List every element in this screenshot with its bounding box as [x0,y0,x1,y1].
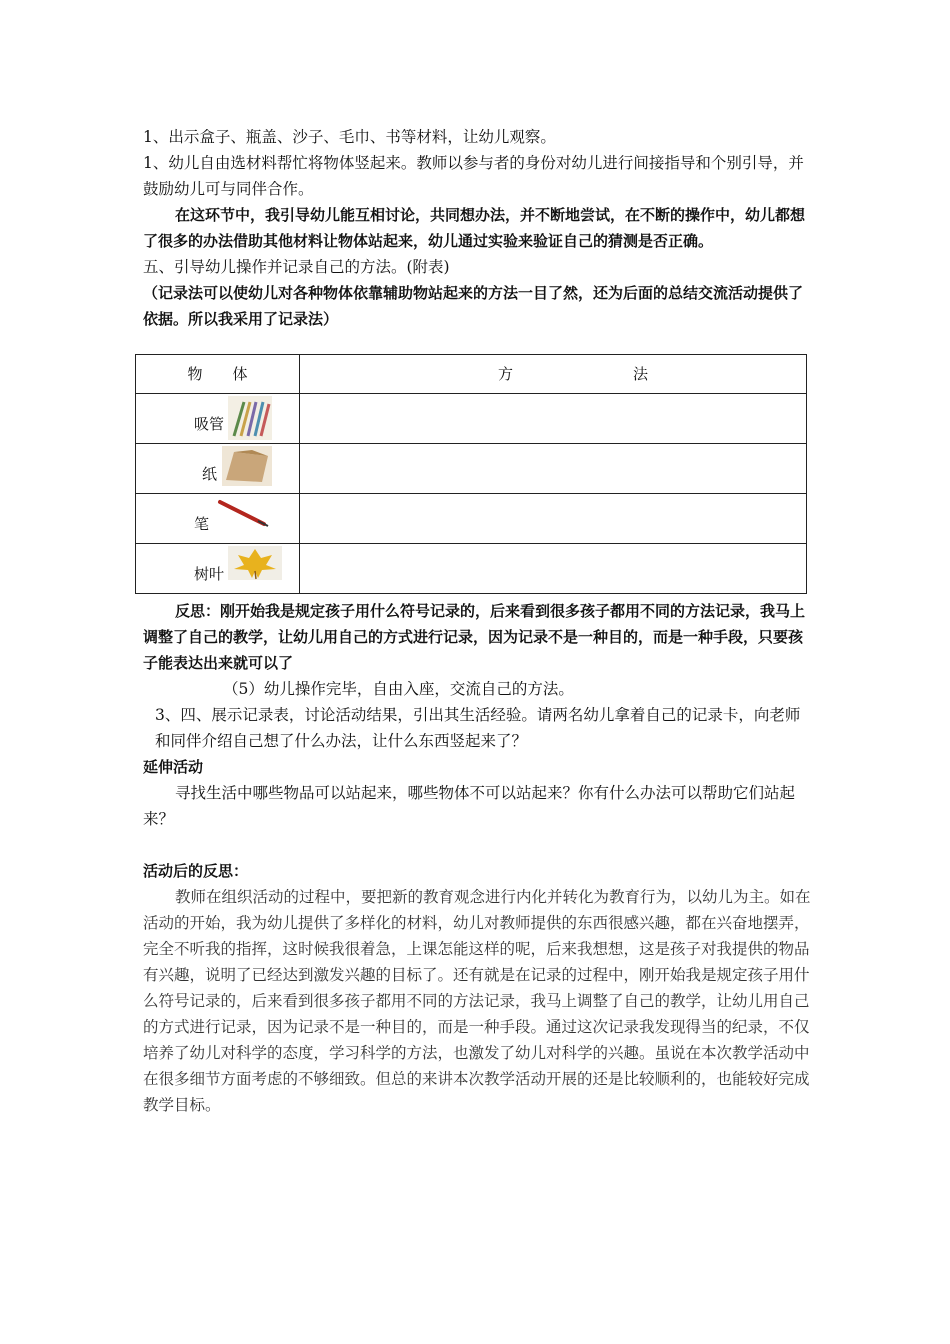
extension-title: 延伸活动 [143,758,204,776]
method-cell[interactable] [300,444,807,494]
step-line-7: 3、四、展示记录表，讨论活动结果，引出其生活经验。请两名幼儿拿着自己的记录卡，向老师和同伴介绍自己想了什么办法，让什么东西竖起来了？ [155,706,801,750]
leaf-icon [228,546,282,580]
header-object: 物 体 [136,355,300,394]
object-cell [136,444,300,494]
object-cell [136,544,300,594]
object-label: 纸 [202,465,218,483]
paper-icon [222,446,272,486]
step-line-5: 五、引导幼儿操作并记录自己的方法。(附表) [143,258,450,276]
reflection-note-2: 反思：刚开始我是规定孩子用什么符号记录的，后来看到很多孩子都用不同的方法记录，我马上调整了自己的教学，让幼儿用自己的方式进行记录，因为记录不是一种目的，而是一种手段，只要孩子能表达出来就可以了 [143,602,806,672]
method-cell[interactable] [300,394,807,444]
table-row [136,544,807,594]
table-header-row [136,355,807,394]
step-line-6: （5）幼儿操作完毕，自由入座，交流自己的方法。 [223,680,574,698]
method-cell[interactable] [300,544,807,594]
object-cell [136,494,300,544]
post-reflection-title: 活动后的反思： [143,862,249,880]
step-line-2: 1、幼儿自由选材料帮忙将物体竖起来。教师以参与者的身份对幼儿进行间接指导和个别引导，并鼓励幼儿可与同伴合作。 [143,154,804,198]
object-label: 笔 [194,515,210,533]
table-row [136,494,807,544]
post-reflection-body: 教师在组织活动的过程中，要把新的教育观念进行内化并转化为教育行为，以幼儿为主。如在活动的开始，我为幼儿提供了多样化的材料，幼儿对教师提供的东西很感兴趣，都在兴奋地摆弄，完全不听我的指挥，这时候我很着急，上课怎能这样的呢，后来我想想，这是孩子对我提供的物品有兴趣，说明了已经达到激发兴趣的目标了。还有就是在记录的过程中，刚开始我是规定孩子用什么符号记录的，后来看到很多孩子都用不同的方法记录，我马上调整了自己的教学，让幼儿用自己的方式进行记录，因为记录不是一种目的，而是一种手段。通过这次记录我发现得当的纪录，不仅培养了幼儿对科学的态度，学习科学的方法，也激发了幼儿对科学的兴趣。虽说在本次教学活动中在很多细节方面考虑的不够细致。但总的来讲本次教学活动开展的还是比较顺利的，也能较好完成教学目标。 [143,888,811,1114]
straws-icon [228,396,272,440]
reflection-note-1: 在这环节中，我引导幼儿能互相讨论，共同想办法，并不断地尝试，在不断的操作中，幼儿都想了很多的办法借助其他材料让物体站起来，幼儿通过实验来验证自己的猜测是否正确。 [143,206,806,250]
pen-icon [216,496,270,530]
extension-body: 寻找生活中哪些物品可以站起来，哪些物体不可以站起来？你有什么办法可以帮助它们站起来？ [143,784,796,828]
document-content [143,124,813,1118]
method-cell[interactable] [300,494,807,544]
header-method: 方 法 [300,355,807,394]
object-cell [136,394,300,444]
record-method-note: （记录法可以使幼儿对各种物体依靠辅助物站起来的方法一目了然，还为后面的总结交流活动提供了依据。所以我采用了记录法） [143,284,804,328]
object-label: 树叶 [194,565,225,583]
table-row [136,394,807,444]
object-label: 吸管 [194,415,225,433]
record-table [135,354,807,594]
step-line-1: 1、出示盒子、瓶盖、沙子、毛巾、书等材料，让幼儿观察。 [143,128,556,146]
table-row [136,444,807,494]
